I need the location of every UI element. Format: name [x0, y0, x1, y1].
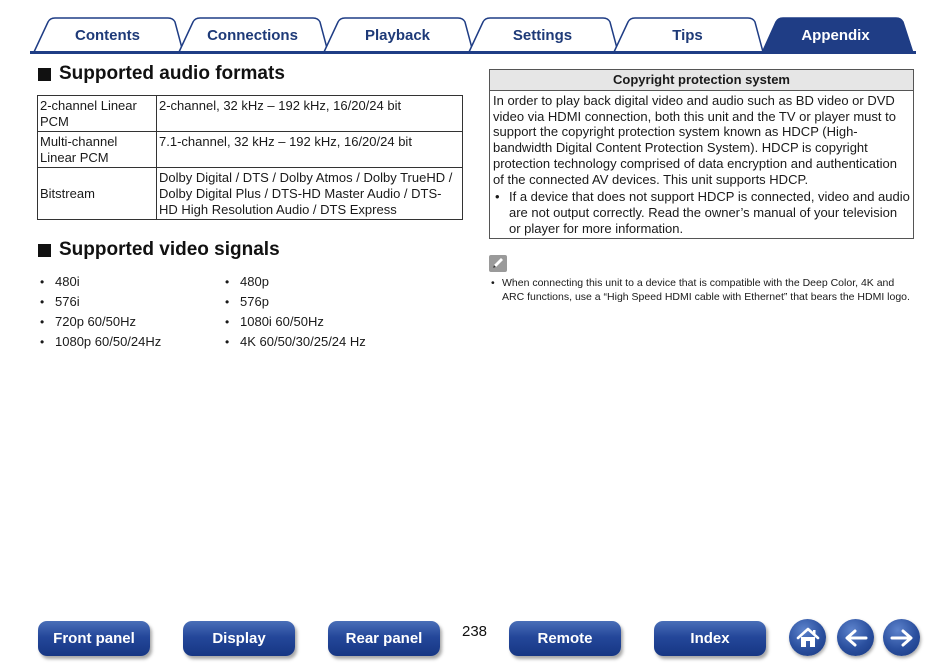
copyright-paragraph: In order to play back digital video and audio such as BD video or DVD video via HDMI connection, both this unit and the TV or player must to support the copyright protection system known as HDCP (High-bandwidth Digital Content Protection System). HDCP is copyright protection technology comprised of data encryption and authentication of the connected AV devices. This unit supports HDCP. [493, 93, 897, 187]
display-button[interactable]: Display [183, 621, 295, 656]
list-item: • 1080i 60/50Hz [225, 312, 366, 332]
remote-button[interactable]: Remote [509, 621, 621, 656]
table-row [38, 132, 463, 168]
tab-playback[interactable]: Playback [364, 26, 431, 44]
home-icon [795, 626, 821, 650]
copyright-box-body [490, 91, 913, 236]
format-cell: 2-channel Linear PCM [38, 96, 157, 132]
table-row [38, 96, 463, 132]
tab-settings[interactable]: Settings [512, 26, 573, 44]
back-arrow-icon [843, 628, 869, 648]
tab-appendix[interactable]: Appendix [801, 26, 870, 44]
format-cell: Multi-channel Linear PCM [38, 132, 157, 168]
audio-formats-heading [38, 63, 285, 85]
copyright-bullet-text: If a device that does not support HDCP is connected, video and audio are not output correctly. Read the owner’s manual of your television or player for more information. [509, 189, 910, 236]
list-item: • 4K 60/50/30/25/24 Hz [225, 332, 366, 352]
video-signals-list-left [40, 272, 161, 352]
forward-button[interactable] [883, 619, 920, 656]
video-signals-title: Supported video signals [59, 239, 280, 260]
list-item: • 480p [225, 272, 366, 292]
tab-tips[interactable]: Tips [672, 26, 703, 44]
pencil-icon [489, 255, 507, 272]
table-row [38, 168, 463, 220]
note [491, 277, 911, 304]
note-text: When connecting this unit to a device that is compatible with the Deep Color, 4K and ARC functions, use a “High Speed HDMI cable with Ethernet” that bears the HDMI logo. [502, 277, 910, 303]
tab-contents[interactable]: Contents [75, 26, 140, 44]
home-button[interactable] [789, 619, 826, 656]
copyright-box-title: Copyright protection system [490, 70, 913, 91]
format-cell: Bitstream [38, 168, 157, 220]
page-number: 238 [462, 623, 488, 640]
video-signals-list-right [225, 272, 366, 352]
video-signals-heading [38, 239, 280, 261]
back-button[interactable] [837, 619, 874, 656]
list-item: • 720p 60/50Hz [40, 312, 161, 332]
top-tab-bar [0, 0, 950, 56]
index-button[interactable]: Index [654, 621, 766, 656]
rear-panel-button[interactable]: Rear panel [328, 621, 440, 656]
bullet-icon: • [491, 277, 495, 289]
front-panel-button[interactable]: Front panel [38, 621, 150, 656]
list-item: • 1080p 60/50/24Hz [40, 332, 161, 352]
spec-cell: 7.1-channel, 32 kHz – 192 kHz, 16/20/24 bit [157, 132, 463, 168]
square-bullet-icon [38, 244, 51, 257]
forward-arrow-icon [889, 628, 915, 648]
copyright-bullet [493, 189, 910, 236]
tab-connections[interactable]: Connections [207, 26, 298, 44]
list-item: • 480i [40, 272, 161, 292]
list-item: • 576p [225, 292, 366, 312]
square-bullet-icon [38, 68, 51, 81]
audio-formats-table [37, 95, 463, 220]
audio-formats-title: Supported audio formats [59, 63, 285, 84]
spec-cell: 2-channel, 32 kHz – 192 kHz, 16/20/24 bit [157, 96, 463, 132]
list-item: • 576i [40, 292, 161, 312]
copyright-protection-box [489, 69, 914, 239]
bullet-icon: • [495, 189, 500, 205]
spec-cell: Dolby Digital / DTS / Dolby Atmos / Dolby TrueHD / Dolby Digital Plus / DTS-HD Master Audio / DTS-HD High Resolution Audio / DTS Express [157, 168, 463, 220]
